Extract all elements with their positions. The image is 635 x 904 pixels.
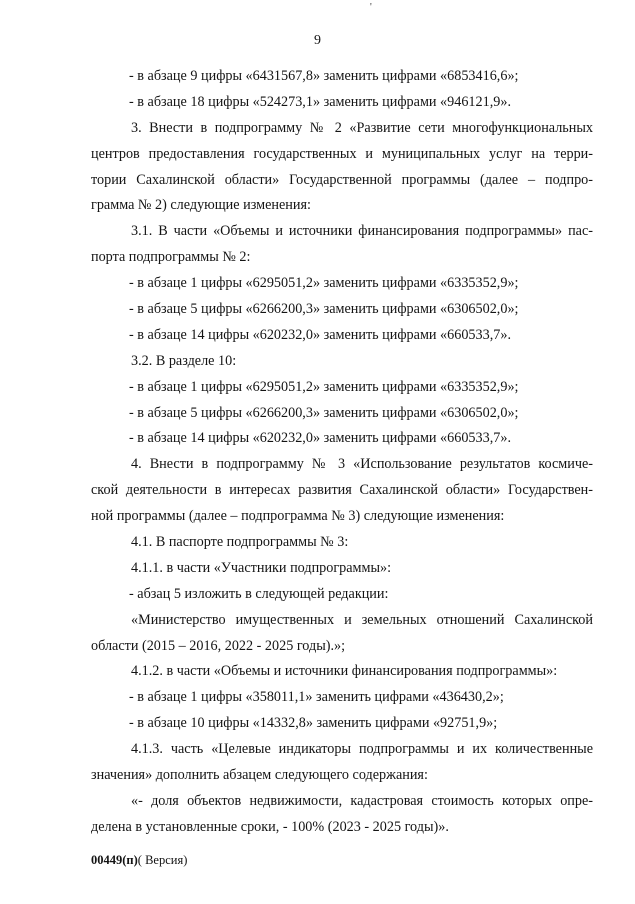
stray-mark: '	[370, 2, 372, 13]
text-line: - в абзаце 14 цифры «620232,0» заменить цифрами «660533,7».	[129, 430, 511, 447]
text-line: ной программы (далее – подпрограмма № 3) следующие изменения:	[91, 508, 505, 525]
document-code: 00449(п)	[91, 853, 138, 867]
text-line: - абзац 5 изложить в следующей редакции:	[129, 585, 389, 602]
text-line: «Министерство имущественных и земельных отношений Сахалинской	[131, 611, 593, 628]
text-line: грамма № 2) следующие изменения:	[91, 197, 311, 214]
text-line: 4.1.2. в части «Объемы и источники финансирования подпрограммы»:	[131, 663, 558, 680]
text-line: - в абзаце 1 цифры «6295051,2» заменить цифрами «6335352,9»;	[129, 275, 519, 292]
text-line: порта подпрограммы № 2:	[91, 249, 251, 266]
text-line: «- доля объектов недвижимости, кадастровая стоимость которых опре-	[131, 792, 593, 809]
text-line: - в абзаце 1 цифры «6295051,2» заменить цифрами «6335352,9»;	[129, 378, 519, 395]
text-line: центров предоставления государственных и муниципальных услуг на терри-	[91, 145, 593, 162]
text-line: значения» дополнить абзацем следующего содержания:	[91, 767, 428, 784]
document-footer	[91, 853, 187, 868]
text-line: тории Сахалинской области» Государственной программы (далее – подпро-	[91, 171, 593, 188]
page-number: 9	[314, 33, 321, 48]
text-line: - в абзаце 1 цифры «358011,1» заменить цифрами «436430,2»;	[129, 689, 504, 706]
text-line: - в абзаце 18 цифры «524273,1» заменить цифрами «946121,9».	[129, 93, 511, 110]
text-line: - в абзаце 14 цифры «620232,0» заменить цифрами «660533,7».	[129, 326, 511, 343]
text-line: 4.1.1. в части «Участники подпрограммы»:	[131, 559, 392, 576]
document-body	[91, 64, 593, 841]
document-version: ( Версия)	[137, 853, 188, 867]
text-line: 3.2. В разделе 10:	[131, 352, 237, 369]
text-line: 3.1. В части «Объемы и источники финансирования подпрограммы» пас-	[131, 223, 593, 240]
text-line: делена в установленные сроки, - 100% (2023 - 2025 годы)».	[91, 818, 449, 835]
text-line: - в абзаце 5 цифры «6266200,3» заменить цифрами «6306502,0»;	[129, 301, 519, 318]
text-line: 3. Внести в подпрограмму № 2 «Развитие сети многофункциональных	[131, 119, 593, 136]
text-line: 4.1. В паспорте подпрограммы № 3:	[131, 534, 349, 551]
text-line: ской деятельности в интересах развития Сахалинской области» Государствен-	[91, 482, 593, 499]
text-line: 4.1.3. часть «Целевые индикаторы подпрограммы и их количественные	[131, 741, 593, 758]
text-line: - в абзаце 9 цифры «6431567,8» заменить цифрами «6853416,6»;	[129, 68, 519, 84]
text-line: области (2015 – 2016, 2022 - 2025 годы).»;	[91, 637, 346, 654]
text-line: - в абзаце 5 цифры «6266200,3» заменить цифрами «6306502,0»;	[129, 404, 519, 421]
text-line: 4. Внести в подпрограмму № 3 «Использование результатов космиче-	[131, 456, 593, 473]
text-line: - в абзаце 10 цифры «14332,8» заменить цифрами «92751,9»;	[129, 715, 498, 732]
